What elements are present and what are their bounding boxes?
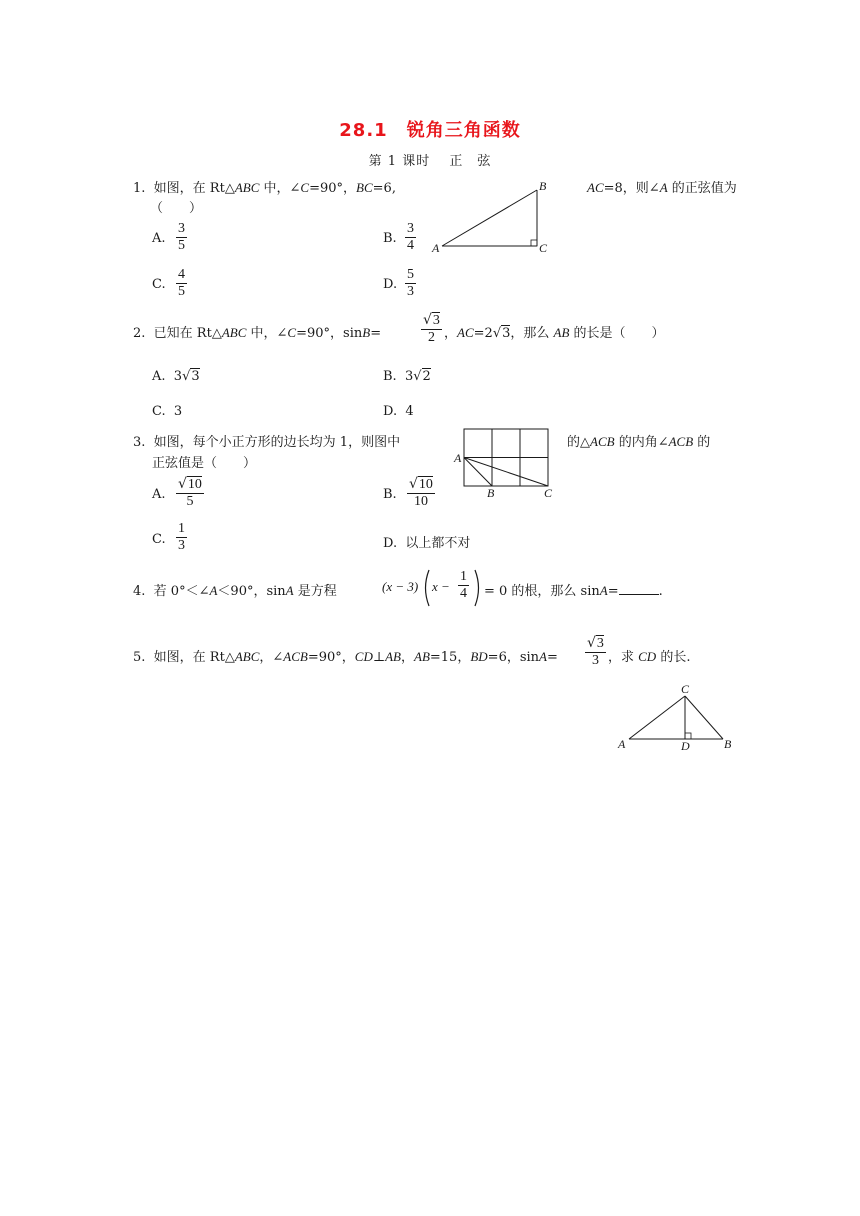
q4-stem-left: 4. 若 0°＜∠A＜90°，sinA 是方程 (133, 583, 337, 599)
q3-option-d: D. 以上都不对 (383, 536, 471, 551)
q1-stem-line1: 1. 如图，在 Rt△ABC 中，∠C=90°，BC=6, (133, 180, 396, 196)
q5-figure (615, 682, 740, 754)
q3-option-c-label: C. (152, 532, 166, 547)
q2-option-d: D. 4 (383, 404, 414, 419)
q1-option-b-value: $\frac{3}{4}$ (407, 221, 414, 253)
q1-stem-line1-right: AC=8，则∠A 的正弦值为 (587, 180, 737, 196)
q1-figure (430, 178, 560, 258)
q1-option-c-value: $\frac{4}{5}$ (178, 267, 185, 299)
q4-big-right-paren (473, 568, 483, 608)
q2-option-b: B. 3√2 (383, 369, 431, 384)
q3-label-c: C (544, 486, 553, 500)
q5-stem-left: 5. 如图，在 Rt△ABC，∠ACB=90°，CD⊥AB，AB=15，BD=6，sinA= (133, 649, 558, 665)
q4-stem-right: = 0 的根，那么 sinA= . (484, 583, 663, 599)
q3-option-b-label: B. (383, 487, 397, 502)
q5-label-c: C (681, 682, 690, 696)
q4-equation-fraction: $\frac{1}{4}$ (460, 569, 467, 601)
q4-equation-x: x − (432, 579, 450, 594)
q3-figure (453, 426, 563, 502)
q1-option-c-label: C. (152, 277, 166, 292)
q1-option-d-label: D. (383, 277, 398, 292)
q1-option-a-value: $\frac{3}{5}$ (178, 221, 185, 253)
q3-option-c-value: $\frac{1}{3}$ (178, 521, 185, 553)
q5-sina-value: $\frac{√3}{3}$ (587, 635, 604, 668)
q1-option-d-value: $\frac{5}{3}$ (407, 267, 414, 299)
q5-label-b: B (724, 737, 732, 751)
q2-stem-right: ，AC=2√3，那么 AB 的长是（ ） (444, 325, 665, 341)
q1-option-b-label: B. (383, 231, 397, 246)
q1-label-a: A (432, 241, 440, 255)
q3-label-b: B (487, 486, 495, 500)
q5-label-d: D (681, 739, 690, 753)
q3-option-a-value: $\frac{√10}{5}$ (178, 476, 202, 509)
page-title: 28.1 锐角三角函数 (339, 120, 521, 141)
q2-sinb-value: $\frac{√3}{2}$ (423, 312, 440, 345)
page-subtitle: 第 1 课时 正 弦 (368, 154, 492, 169)
q4-big-left-paren (421, 568, 431, 608)
q2-option-a: A. 3√3 (152, 369, 200, 384)
q4-equation-left: (x − 3) (382, 579, 419, 594)
q1-label-b: B (539, 179, 547, 193)
q3-option-b-value: $\frac{√10}{10}$ (409, 476, 433, 509)
q5-stem-right: ，求 CD 的长. (608, 649, 691, 665)
q3-stem-line2: 正弦值是（ ） (152, 456, 257, 471)
q3-stem-right: 的△ACB 的内角∠ACB 的 (567, 434, 711, 450)
q1-answer-paren: （ ） (150, 201, 203, 216)
q3-label-a: A (454, 451, 462, 465)
q2-option-c: C. 3 (152, 404, 183, 419)
q3-stem-left: 3. 如图，每个小正方形的边长均为 1，则图中 (133, 435, 401, 450)
q1-option-a-label: A. (152, 231, 166, 246)
q1-label-c: C (539, 241, 548, 255)
q4-answer-blank[interactable] (619, 582, 659, 595)
q3-option-a-label: A. (152, 487, 166, 502)
q2-stem-left: 2. 已知在 Rt△ABC 中，∠C=90°，sinB= (133, 325, 382, 341)
q5-label-a: A (618, 737, 626, 751)
